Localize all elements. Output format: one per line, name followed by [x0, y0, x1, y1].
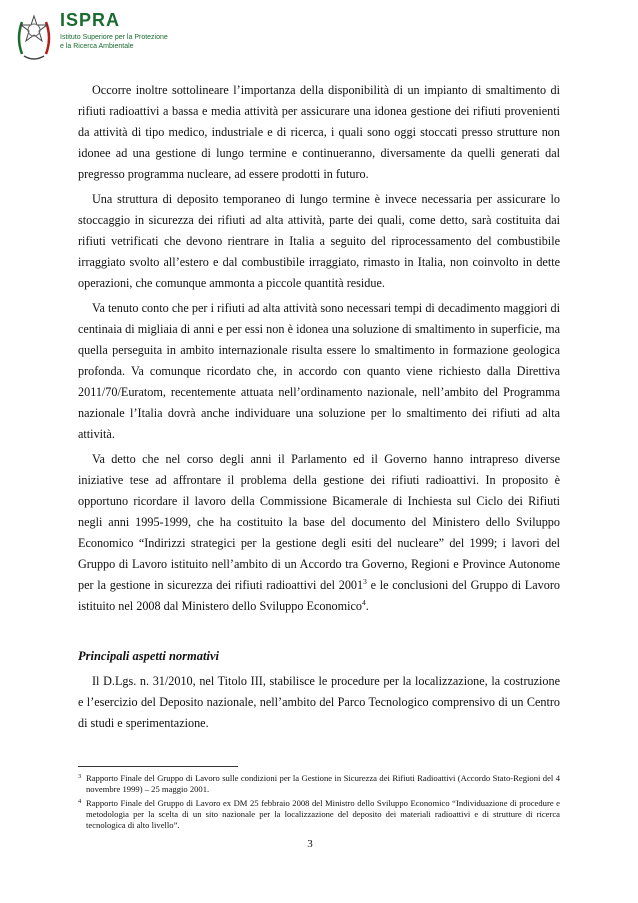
- main-content: [78, 80, 560, 734]
- paragraph-4-text-c: .: [365, 599, 369, 613]
- paragraph-4: [78, 449, 560, 617]
- footnote-number: 3: [78, 773, 82, 780]
- republic-emblem-icon: [14, 8, 54, 64]
- footnote-number: 4: [78, 798, 82, 805]
- logo-text: [60, 10, 168, 51]
- section-title: Principali aspetti normativi: [78, 649, 219, 663]
- footnote-ref-4[interactable]: 4: [362, 597, 366, 607]
- footnote-ref-3[interactable]: 3: [363, 576, 367, 586]
- page-number: 3: [307, 838, 313, 850]
- footnote-text: Rapporto Finale del Gruppo di Lavoro ex DM 25 febbraio 2008 del Ministro dello Sviluppo Economico “Individuazione di procedure e metodologia per la scelta di un sito nazionale per la localizzazione del deposito dei materiali radioattivi e di strutture di ricerca tecnologica di alto livello”.: [86, 798, 560, 830]
- footnote-text: Rapporto Finale del Gruppo di Lavoro sulle condizioni per la Gestione in Sicurezza dei Rifiuti Radioattivi (Accordo Stato-Regioni del 4 novembre 1999) – 25 maggio 2001.: [86, 773, 560, 794]
- paragraph-3: Va tenuto conto che per i rifiuti ad alta attività sono necessari tempi di decadimento maggiori di centinaia di migliaia di anni e per essi non è idonea una soluzione di smaltimento in superficie, ma quella perseguita in ambito internazionale risulta essere lo smaltimento in formazione geologica profonda. Va comunque ricordato che, in accordo con quanto viene richiesto dalla Direttiva 2011/70/Euratom, recentemente attuata nell’ordinamento nazionale, nell’ambito del Programma nazionale l’Italia dovrà anche individuare una soluzione per lo smaltimento dei rifiuti ad alta attività.: [78, 301, 560, 441]
- logo-title: ISPRA: [60, 10, 121, 30]
- footnote-3: [78, 773, 560, 795]
- paragraph-1: Occorre inoltre sottolineare l’importanza della disponibilità di un impianto di smaltimento di rifiuti radioattivi a bassa e media attività per assicurare una idonea gestione dei rifiuti provenienti da attività di tipo medico, industriale e di ricerca, i quali sono oggi stoccati presso strutture non idonee ad una gestione di lungo termine e continueranno, diversamente da quelli generati dal pregresso programma nucleare, ad essere prodotti in futuro.: [78, 83, 560, 181]
- paragraph-4-text-b: e le conclusioni del Gruppo di Lavoro istituito nel 2008 dal Ministero dello Sviluppo Economico: [78, 578, 560, 613]
- footnote-4: [78, 798, 560, 831]
- paragraph-2: Una struttura di deposito temporaneo di lungo termine è invece necessaria per assicurare lo stoccaggio in sicurezza dei rifiuti ad alta attività, parte dei quali, come detto, sarà costituita dai rifiuti vetrificati che devono rientrare in Italia a seguito del riprocessamento del combustibile irraggiato svolto all’estero e dal combustibile irraggiato, rimasto in Italia, non coinvolto in dette operazioni, che comunque ammonta a piccole quantità residue.: [78, 192, 560, 290]
- footnotes: [78, 773, 560, 834]
- section-paragraph: Il D.Lgs. n. 31/2010, nel Titolo III, stabilisce le procedure per la localizzazione, la costruzione e l’esercizio del Deposito nazionale, nell’ambito del Parco Tecnologico comprensivo di un Centro di studi e sperimentazione.: [78, 674, 560, 730]
- paragraph-4-text-a: Va detto che nel corso degli anni il Parlamento ed il Governo hanno intrapreso diverse iniziative tese ad affrontare il problema della gestione dei rifiuti radioattivi. In proposito è opportuno ricordare il lavoro della Commissione Bicamerale di Inchiesta sul Ciclo dei Rifiuti negli anni 1995-1999, che ha costituito la base del documento del Ministero dello Sviluppo Economico “Indirizzi strategici per la gestione degli esiti del nucleare” del 1999; i lavori del Gruppo di Lavoro istituito nell’ambito di un Accordo tra Governo, Regioni e Province Autonome per la gestione in sicurezza dei rifiuti radioattivi del 2001: [78, 452, 560, 592]
- logo-subtitle-2: e la Ricerca Ambientale: [60, 43, 134, 50]
- logo-subtitle-1: Istituto Superiore per la Protezione: [60, 34, 168, 41]
- footnote-divider: [78, 766, 238, 767]
- page-header: [14, 6, 214, 68]
